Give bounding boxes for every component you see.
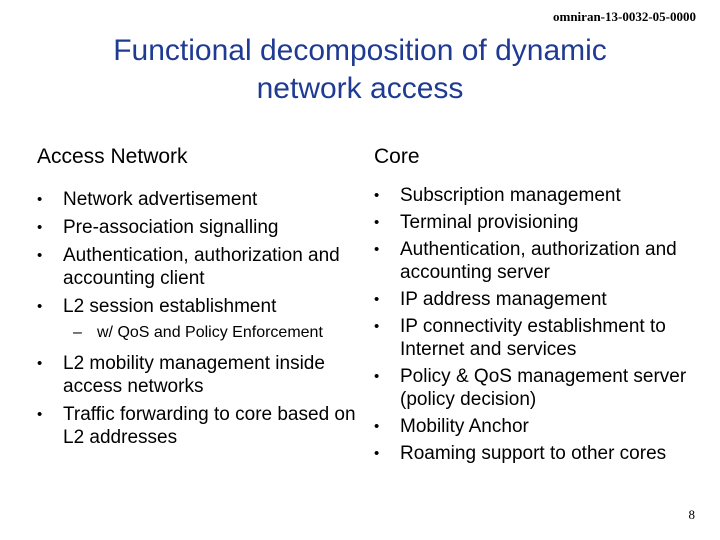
bullet-icon: •: [374, 187, 380, 204]
bullet-icon: •: [374, 318, 380, 335]
list-item: [374, 184, 694, 207]
list-item: [37, 216, 357, 239]
list-item-text: L2 mobility management inside access networks: [63, 353, 325, 397]
bullet-icon: •: [374, 418, 380, 435]
document-id: omniran-13-0032-05-0000: [553, 9, 696, 24]
bullet-icon: •: [374, 368, 380, 385]
bullet-icon: •: [37, 406, 43, 423]
page-number: 8: [688, 507, 695, 522]
access-network-heading: Access Network: [37, 145, 188, 168]
list-item: [374, 288, 694, 311]
list-item-text: L2 session establishment: [63, 296, 277, 317]
list-item: [37, 352, 357, 398]
title-line-2: network access: [256, 72, 464, 105]
bullet-icon: •: [37, 219, 43, 236]
list-item-text: Traffic forwarding to core based on L2 addresses: [63, 404, 356, 448]
list-item-text: Policy & QoS management server (policy decision): [400, 366, 687, 410]
list-item: [374, 415, 694, 438]
list-item-text: Subscription management: [400, 185, 621, 206]
list-item: [374, 315, 694, 361]
list-item-text: IP connectivity establishment to Internet and services: [400, 316, 666, 360]
dash-icon: –: [73, 324, 82, 341]
bullet-icon: •: [37, 298, 43, 315]
bullet-icon: •: [374, 445, 380, 462]
list-item: [374, 211, 694, 234]
list-item: [374, 365, 694, 411]
sub-list-item: [37, 323, 357, 343]
slide-title: [0, 32, 720, 108]
list-item-text: Authentication, authorization and accounting server: [400, 239, 677, 283]
bullet-icon: •: [37, 191, 43, 208]
bullet-icon: •: [374, 291, 380, 308]
list-item: [37, 244, 357, 290]
list-item-text: IP address management: [400, 289, 607, 310]
list-item: [37, 295, 357, 318]
bullet-icon: •: [374, 214, 380, 231]
access-network-list: [37, 188, 357, 454]
title-line-1: Functional decomposition of dynamic: [113, 34, 607, 67]
list-item-text: Mobility Anchor: [400, 416, 529, 437]
core-list: [374, 184, 694, 469]
list-item: [37, 188, 357, 211]
bullet-icon: •: [374, 241, 380, 258]
bullet-icon: •: [37, 247, 43, 264]
list-item-text: Pre-association signalling: [63, 217, 279, 238]
list-item: [374, 238, 694, 284]
list-item-text: Authentication, authorization and accounting client: [63, 245, 340, 289]
list-item: [374, 442, 694, 465]
list-item-text: Roaming support to other cores: [400, 443, 667, 464]
list-item-text: Terminal provisioning: [400, 212, 579, 233]
list-item-text: Network advertisement: [63, 189, 258, 210]
core-heading: Core: [374, 145, 420, 168]
list-item: [37, 403, 357, 449]
list-item-text: w/ QoS and Policy Enforcement: [97, 324, 323, 341]
bullet-icon: •: [37, 355, 43, 372]
